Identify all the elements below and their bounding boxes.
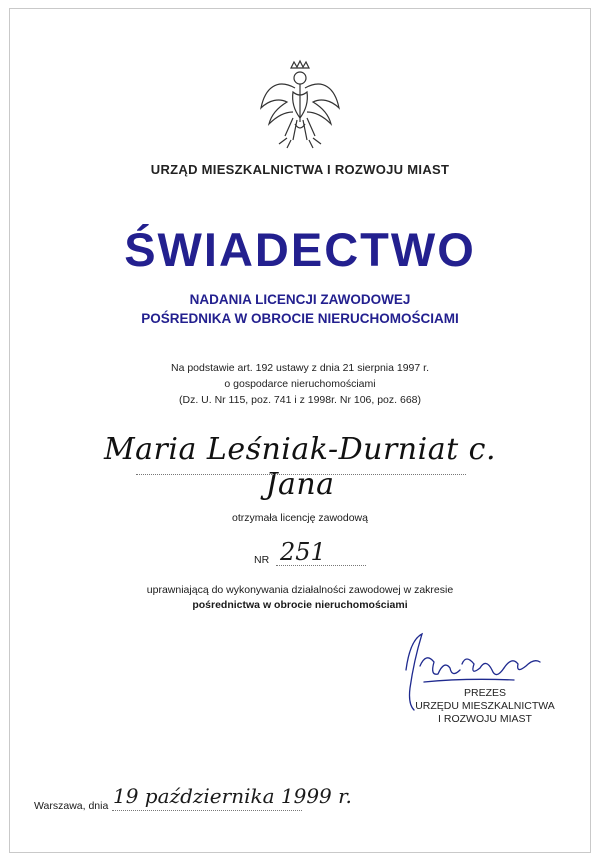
certificate-title: ŚWIADECTWO — [124, 223, 476, 276]
signatory-title-line2: URZĘDU MIESZKALNICTWA — [415, 700, 555, 712]
issue-place-label: Warszawa, dnia — [34, 800, 109, 812]
name-dotted-line — [136, 474, 466, 475]
license-received-text: otrzymała licencję zawodową — [232, 512, 368, 524]
license-number-label: NR — [254, 554, 270, 566]
legal-basis-line3: (Dz. U. Nr 115, poz. 741 i z 1998r. Nr 106, poz. 668) — [178, 394, 421, 406]
certificate-subtitle-line2: POŚREDNIKA W OBROCIE NIERUCHOMOŚCIAMI — [141, 311, 459, 326]
signatory-title-line3: I ROZWOJU MIAST — [438, 713, 532, 725]
issue-date-value: 19 października 1999 r. — [113, 784, 352, 808]
polish-eagle-emblem-icon — [257, 58, 343, 154]
date-dotted-line — [112, 810, 302, 811]
license-number-value: 251 — [280, 538, 326, 566]
holder-name: Maria Leśniak-Durniat c. Jana — [103, 432, 497, 502]
certificate-subtitle-line1: NADANIA LICENCJI ZAWODOWEJ — [189, 292, 411, 307]
scope-line2: pośrednictwa w obrocie nieruchomościami — [192, 599, 408, 611]
legal-basis-line2: o gospodarce nieruchomościami — [224, 378, 376, 390]
signatory-title-line1: PREZES — [463, 687, 506, 699]
legal-basis-line1: Na podstawie art. 192 ustawy z dnia 21 sierpnia 1997 r. — [171, 362, 429, 374]
scope-line1: uprawniającą do wykonywania działalności zawodowej w zakresie — [146, 584, 454, 596]
issuing-office: URZĄD MIESZKALNICTWA I ROZWOJU MIAST — [150, 162, 450, 177]
